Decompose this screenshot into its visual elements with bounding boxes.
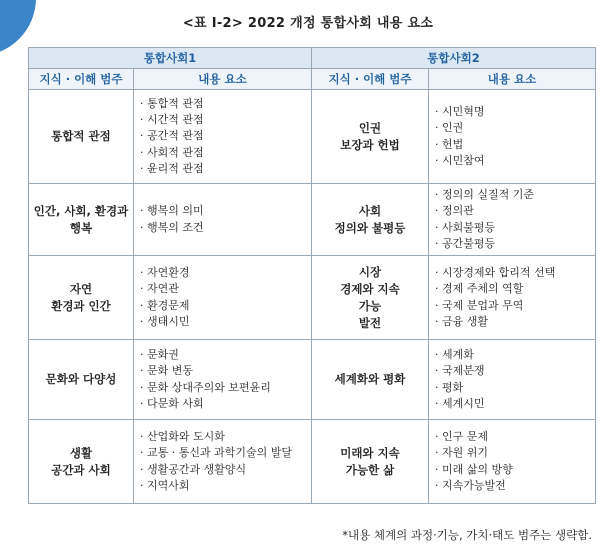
category-label-line: 사회: [358, 203, 382, 218]
category-cell-right: [312, 340, 429, 420]
table-row: [29, 256, 596, 340]
content-cell-left: [134, 340, 312, 420]
content-item: · 행복의 조건: [140, 220, 305, 236]
category-label-line: 공간과 사회: [51, 462, 111, 477]
content-item: · 사회적 관점: [140, 145, 305, 161]
category-label-line: 발전: [358, 315, 382, 330]
content-item: · 시민혁명: [435, 104, 589, 120]
content-item: · 지역사회: [140, 478, 305, 494]
column-header-content-2: 내용 요소: [429, 69, 596, 90]
content-item: · 시민참여: [435, 153, 589, 169]
table-row: [29, 90, 596, 184]
content-cell-left: [134, 420, 312, 504]
content-list: [140, 265, 305, 330]
category-label-line: 정의와 불평등: [334, 220, 406, 235]
table-title: <표 Ⅰ-2> 2022 개정 통합사회 내용 요소: [182, 16, 434, 31]
category-label-line: 문화와 다양성: [45, 372, 117, 386]
category-label-line: 자연: [69, 281, 93, 296]
content-item: · 국제분쟁: [435, 363, 589, 379]
content-item: · 정의의 실질적 기준: [435, 187, 589, 203]
category-label-line: 환경과 인간: [51, 298, 111, 313]
content-item: · 공간불평등: [435, 236, 589, 252]
column-header-category-2: 지식 · 이해 범주: [312, 69, 429, 90]
category-label-line: 보장과 헌법: [340, 137, 400, 152]
content-item: · 헌법: [435, 137, 589, 153]
content-item: · 생태시민: [140, 314, 305, 330]
content-list: [435, 429, 589, 494]
category-label-line: 세계화와 평화: [334, 372, 406, 386]
content-item: · 사회불평등: [435, 220, 589, 236]
category-cell-right: [312, 420, 429, 504]
table-row: [29, 340, 596, 420]
content-elements-table: [28, 47, 596, 504]
content-item: · 산업화와 도시화: [140, 429, 305, 445]
content-item: · 세계화: [435, 347, 589, 363]
content-item: · 자연환경: [140, 265, 305, 281]
content-item: · 교통 · 통신과 과학기술의 발달: [140, 445, 305, 461]
category-cell-left: [29, 90, 134, 184]
category-cell-left: [29, 256, 134, 340]
category-cell-right: [312, 256, 429, 340]
group-header-2: 통합사회2: [312, 48, 596, 69]
content-item: · 평화: [435, 380, 589, 396]
content-cell-left: [134, 184, 312, 256]
category-cell-left: [29, 340, 134, 420]
category-label-line: 가능한 삶: [345, 462, 395, 477]
category-label-line: 경제와 지속: [340, 281, 400, 296]
content-item: · 지속가능발전: [435, 478, 589, 494]
category-label-line: 가능: [358, 298, 382, 313]
category-label-line: 인간, 사회, 환경과: [33, 203, 129, 218]
column-header-content-1: 내용 요소: [134, 69, 312, 90]
content-item: · 윤리적 관점: [140, 161, 305, 177]
content-list: [140, 96, 305, 177]
content-item: · 공간적 관점: [140, 128, 305, 144]
content-item: · 문화 변동: [140, 363, 305, 379]
content-list: [435, 104, 589, 169]
category-cell-left: [29, 184, 134, 256]
content-item: · 문화권: [140, 347, 305, 363]
content-item: · 문화 상대주의와 보편윤리: [140, 380, 305, 396]
header-group-row: [29, 48, 596, 69]
category-cell-right: [312, 184, 429, 256]
content-item: · 자연관: [140, 281, 305, 297]
footnote: *내용 체계의 과정·기능, 가치·태도 범주는 생략함.: [342, 528, 592, 542]
content-list: [140, 203, 305, 235]
category-label-line: 인권: [358, 120, 382, 135]
content-item: · 세계시민: [435, 396, 589, 412]
content-list: [435, 347, 589, 412]
category-label-line: 통합적 관점: [51, 129, 111, 143]
category-label-line: 미래와 지속: [340, 445, 400, 460]
category-label-line: 행복: [69, 220, 93, 235]
category-cell-left: [29, 420, 134, 504]
content-cell-right: [429, 90, 596, 184]
content-cell-right: [429, 184, 596, 256]
content-item: · 시간적 관점: [140, 112, 305, 128]
content-item: · 행복의 의미: [140, 203, 305, 219]
content-list: [140, 347, 305, 412]
content-item: · 시장경제와 합리적 선택: [435, 265, 589, 281]
content-item: · 국제 분업과 무역: [435, 298, 589, 314]
category-cell-right: [312, 90, 429, 184]
content-cell-right: [429, 256, 596, 340]
header-column-row: [29, 69, 596, 90]
content-cell-right: [429, 340, 596, 420]
table-row: [29, 420, 596, 504]
content-cell-left: [134, 256, 312, 340]
content-list: [435, 187, 589, 252]
content-list: [140, 429, 305, 494]
content-item: · 미래 삶의 방향: [435, 462, 589, 478]
group-header-1: 통합사회1: [29, 48, 312, 69]
content-item: · 통합적 관점: [140, 96, 305, 112]
content-list: [435, 265, 589, 330]
content-cell-right: [429, 420, 596, 504]
content-item: · 정의관: [435, 203, 589, 219]
content-item: · 인구 문제: [435, 429, 589, 445]
content-item: · 생활공간과 생활양식: [140, 462, 305, 478]
content-item: · 인권: [435, 120, 589, 136]
content-item: · 금융 생활: [435, 314, 589, 330]
category-label-line: 생활: [69, 445, 93, 460]
table-row: [29, 184, 596, 256]
content-item: · 환경문제: [140, 298, 305, 314]
category-label-line: 시장: [358, 264, 382, 279]
content-item: · 경제 주체의 역할: [435, 281, 589, 297]
content-cell-left: [134, 90, 312, 184]
content-item: · 다문화 사회: [140, 396, 305, 412]
column-header-category-1: 지식 · 이해 범주: [29, 69, 134, 90]
content-item: · 자원 위기: [435, 445, 589, 461]
